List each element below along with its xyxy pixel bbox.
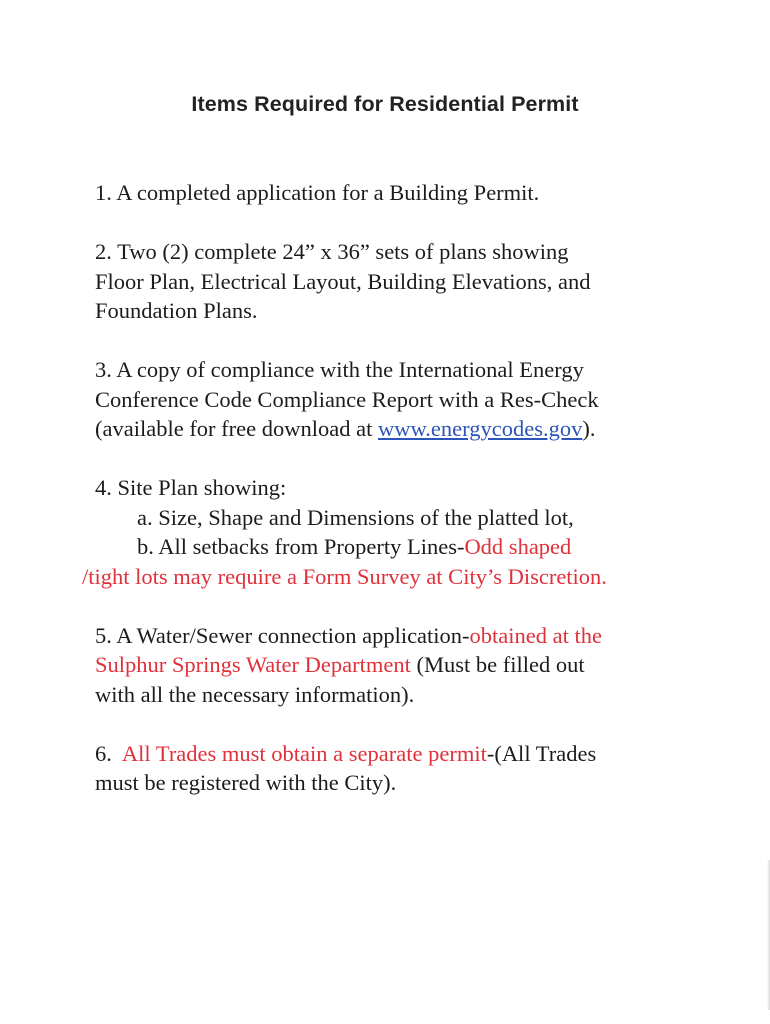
item-5-line-1-red: obtained at the xyxy=(469,622,602,648)
item-6-line-1 xyxy=(95,739,735,769)
requirements-list xyxy=(82,178,735,827)
item-5-line-1 xyxy=(95,621,735,651)
item-5-line-2-red: Sulphur Springs Water Department xyxy=(95,652,411,677)
item-3-line-3-suffix: ). xyxy=(582,416,596,441)
item-2-line-3: Foundation Plans. xyxy=(95,298,258,323)
item-3-line-2: Conference Code Compliance Report with a Res-Check xyxy=(95,386,599,412)
item-2-line-1: 2. Two (2) complete 24” x 36” sets of plans showing xyxy=(95,239,569,264)
requirement-item-5 xyxy=(95,621,735,710)
item-4-sub-b-red-continued: /tight lots may require a Form Survey at City’s Discretion. xyxy=(82,563,607,589)
item-5-line-2 xyxy=(95,650,735,680)
requirement-item-6 xyxy=(95,739,735,798)
item-6-line-1-suffix: -(All Trades xyxy=(486,740,597,766)
item-3-line-1: 3. A copy of compliance with the International Energy xyxy=(95,357,584,382)
item-4-line-1: 4. Site Plan showing: xyxy=(95,475,287,500)
energycodes-link[interactable]: www.energycodes.gov xyxy=(378,416,583,441)
item-1-line-1: 1. A completed application for a Building Permit. xyxy=(95,180,540,205)
item-3-line-3 xyxy=(95,414,735,444)
requirement-item-1 xyxy=(95,178,735,208)
requirement-item-2 xyxy=(95,237,735,326)
item-6-line-1-prefix: 6. xyxy=(95,740,122,766)
item-6-line-1-red: All Trades must obtain a separate permit xyxy=(121,740,487,766)
item-5-line-2-suffix: (Must be filled out xyxy=(410,652,585,677)
item-5-line-3: with all the necessary information). xyxy=(95,681,415,707)
requirement-item-4 xyxy=(82,473,735,591)
item-4-sub-b xyxy=(95,532,735,562)
requirement-item-3 xyxy=(95,355,735,444)
item-6-line-2: must be registered with the City). xyxy=(95,770,397,795)
item-4-sub-a: a. Size, Shape and Dimensions of the platted lot, xyxy=(137,504,574,530)
item-2-line-2: Floor Plan, Electrical Layout, Building Elevations, and xyxy=(95,268,591,294)
page-title: Items Required for Residential Permit xyxy=(191,92,579,116)
item-4-sub-b-prefix: b. All setbacks from Property Lines- xyxy=(137,534,465,559)
item-4-sub-b-red: Odd shaped xyxy=(464,534,572,559)
item-3-line-3-prefix: (available for free download at xyxy=(95,416,378,441)
item-5-line-1-prefix: 5. A Water/Sewer connection application- xyxy=(95,622,470,648)
